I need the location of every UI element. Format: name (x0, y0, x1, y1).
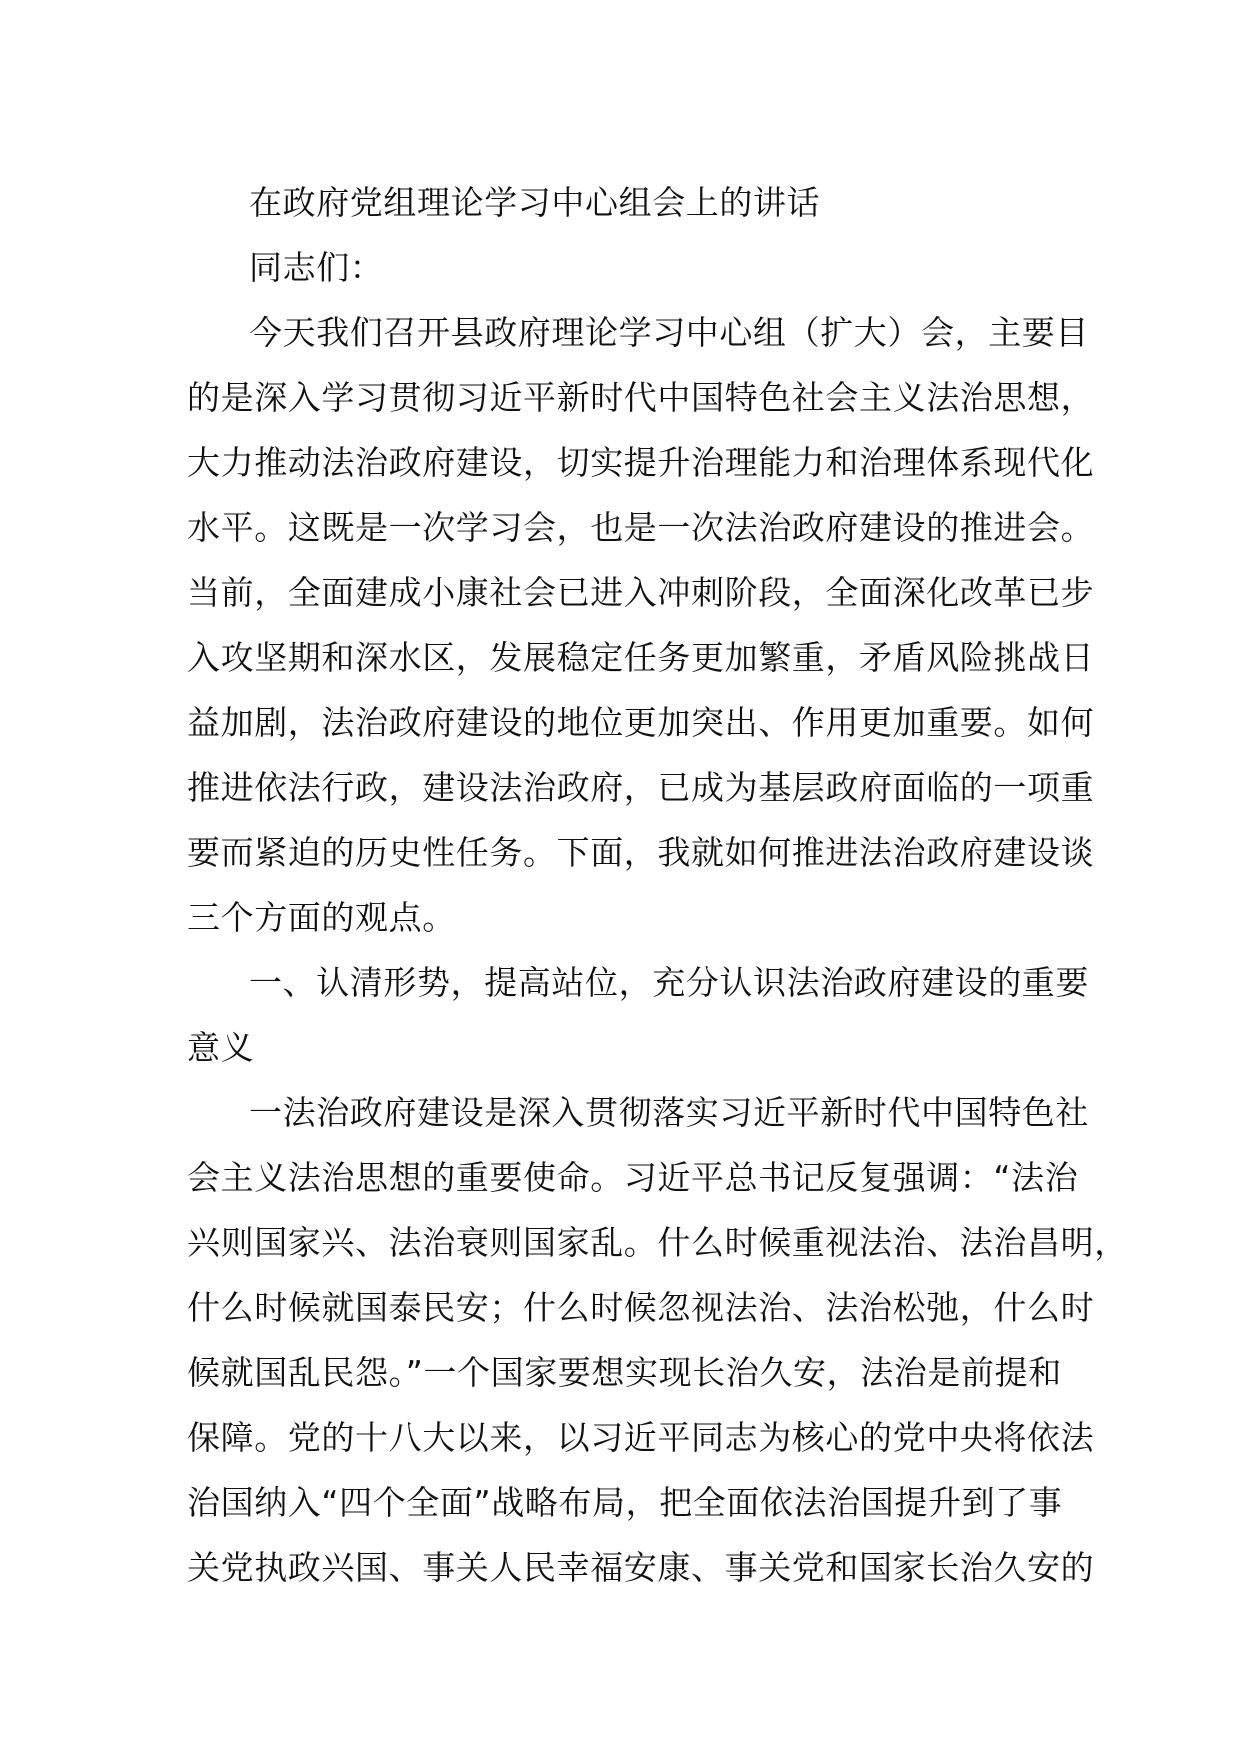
paragraph-line: 兴则国家兴、法治衰则国家乱。什么时候重视法治、法治昌明， (187, 1223, 1128, 1262)
paragraph-line: 今天我们召开县政府理论学习中心组（扩大）会，主要目 (249, 313, 1089, 352)
greeting-line: 同志们： (249, 248, 384, 287)
paragraph-line: 关党执政兴国、事关人民幸福安康、事关党和国家长治久安的 (187, 1548, 1095, 1587)
paragraph-line: 一法治政府建设是深入贯彻落实习近平新时代中国特色社 (249, 1093, 1089, 1132)
paragraph-line: 当前，全面建成小康社会已进入冲刺阶段，全面深化改革已步 (187, 573, 1095, 612)
paragraph-line: 推进依法行政，建设法治政府，已成为基层政府面临的一项重 (187, 768, 1095, 807)
paragraph-line: 候就国乱民怨。”一个国家要想实现长治久安，法治是前提和 (187, 1353, 1062, 1392)
paragraph-line: 益加剧，法治政府建设的地位更加突出、作用更加重要。如何 (187, 703, 1095, 742)
paragraph-line: 会主义法治思想的重要使命。习近平总书记反复强调：“法治 (187, 1158, 1079, 1197)
document-title: 在政府党组理论学习中心组会上的讲话 (249, 183, 821, 222)
paragraph-line: 保障。党的十八大以来，以习近平同志为核心的党中央将依法 (187, 1418, 1095, 1457)
paragraph-line: 什么时候就国泰民安；什么时候忽视法治、法治松弛，什么时 (187, 1288, 1095, 1327)
paragraph-line: 入攻坚期和深水区，发展稳定任务更加繁重，矛盾风险挑战日 (187, 638, 1095, 677)
paragraph-line: 的是深入学习贯彻习近平新时代中国特色社会主义法治思想， (187, 378, 1095, 417)
section-heading-line: 意义 (187, 1028, 255, 1067)
section-heading-line: 一、认清形势，提高站位，充分认识法治政府建设的重要 (249, 963, 1089, 1002)
paragraph-line: 治国纳入“四个全面”战略布局，把全面依法治国提升到了事 (187, 1483, 1063, 1522)
paragraph-line: 水平。这既是一次学习会，也是一次法治政府建设的推进会。 (187, 508, 1095, 547)
paragraph-line: 三个方面的观点。 (187, 898, 456, 937)
paragraph-line: 要而紧迫的历史性任务。下面，我就如何推进法治政府建设谈 (187, 833, 1095, 872)
paragraph-line: 大力推动法治政府建设，切实提升治理能力和治理体系现代化 (187, 443, 1095, 482)
document-body (187, 170, 1128, 1600)
